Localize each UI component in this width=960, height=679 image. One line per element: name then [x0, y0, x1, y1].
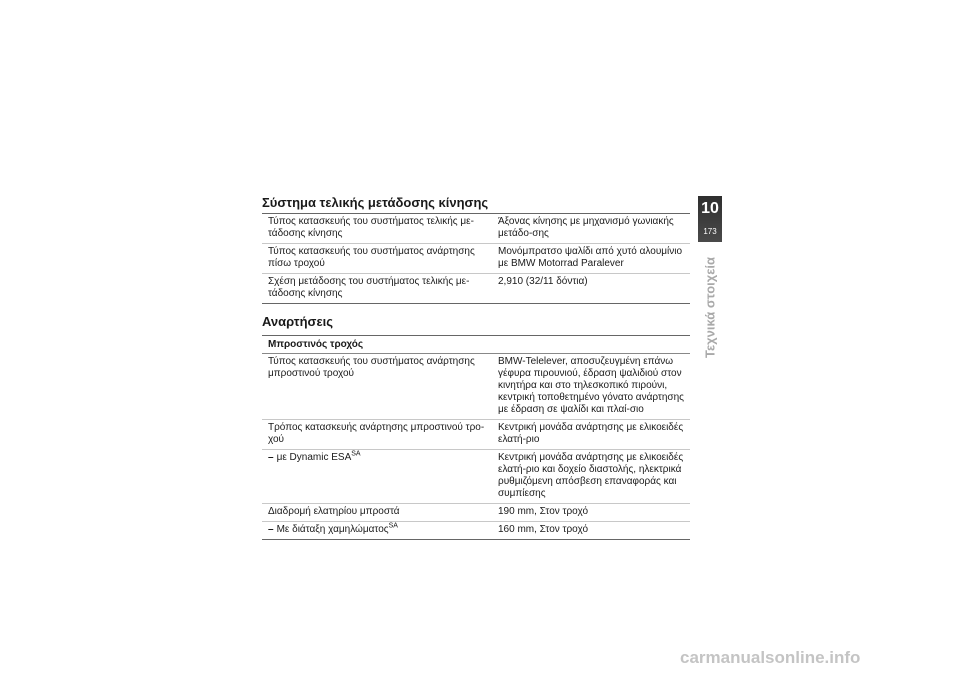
- row-label-text: Με διάταξη χαμηλώματος: [276, 524, 389, 535]
- chapter-number: 10: [701, 200, 719, 217]
- row-label: Τύπος κατασκευής του συστήματος τελικής με-τάδοσης κίνησης: [268, 216, 474, 239]
- row-label: Σχέση μετάδοσης του συστήματος τελικής με-τάδοσης κίνησης: [268, 276, 470, 299]
- row-label: [262, 354, 492, 420]
- chapter-title: Τεχνικά στοιχεία: [702, 256, 718, 359]
- final-drive-table: [262, 213, 690, 304]
- row-label: [262, 450, 492, 504]
- table-row: [262, 420, 690, 450]
- row-value: 190 mm, Στον τροχό: [498, 506, 589, 517]
- section-title-final-drive: Σύστημα τελικής μετάδοσης κίνησης: [262, 195, 489, 210]
- page-content: [262, 195, 690, 540]
- row-label: [262, 504, 492, 522]
- dash-bullet: –: [268, 524, 274, 535]
- table-row: [262, 450, 690, 504]
- row-label-text: Τρόπος κατασκευής ανάρτησης μπροστινού τρο-χού: [268, 422, 485, 445]
- watermark: carmanualsonline.info: [680, 648, 861, 667]
- row-value: Κεντρική μονάδα ανάρτησης με ελικοειδές ελατή-ριο: [498, 422, 684, 445]
- chapter-side-label: [697, 252, 723, 372]
- table-row: [262, 214, 690, 244]
- suspension-table: [262, 335, 690, 540]
- row-value: BMW-Telelever, αποσυζευγμένη επάνω γέφυρα πιρουνιού, έδραση ψαλιδιού στον κινητήρα και στο τηλεσκοπικό πιρούνι, κεντρική τοποθετημένο γόνατο ανάρτησης με έδραση σε ψαλίδι και πλαί-σιο: [498, 356, 684, 415]
- table-row: [262, 244, 690, 274]
- table-row: [262, 522, 690, 540]
- chapter-tab: [698, 196, 722, 242]
- row-label: [262, 522, 492, 540]
- row-value: 160 mm, Στον τροχό: [498, 524, 589, 535]
- row-label-text: Διαδρομή ελατηρίου μπροστά: [268, 506, 400, 517]
- sa-marker: SA: [351, 450, 361, 458]
- row-value: Μονόμπρατσο ψαλίδι από χυτό αλουμίνιο με BMW Motorrad Paralever: [498, 246, 683, 269]
- row-value: 2,910 (32/11 δόντια): [498, 276, 588, 287]
- sa-marker: SA: [388, 522, 398, 530]
- row-label-text: με Dynamic ESA: [276, 452, 352, 463]
- suspension-section: [262, 314, 690, 540]
- subheading-front-wheel: Μπροστινός τροχός: [268, 339, 364, 350]
- section-title-suspension: Αναρτήσεις: [262, 314, 333, 329]
- page-number: 173: [703, 227, 717, 236]
- table-row: [262, 354, 690, 420]
- table-row: [262, 274, 690, 304]
- row-label-text: Τύπος κατασκευής του συστήματος ανάρτησης μπροστινού τροχού: [268, 356, 475, 379]
- row-value: Κεντρική μονάδα ανάρτησης με ελικοειδές ελατή-ριο και δοχείο διαστολής, ηλεκτρικά ρυθμιζόμενη απόσβεση επαναφοράς και συμπίεσης: [498, 452, 684, 499]
- row-label: Τύπος κατασκευής του συστήματος ανάρτησης πίσω τροχού: [268, 246, 475, 269]
- table-subheading-row: [262, 336, 690, 354]
- table-row: [262, 504, 690, 522]
- row-label: [262, 420, 492, 450]
- row-value: Άξονας κίνησης με μηχανισμό γωνιακής μετάδο-σης: [498, 216, 674, 239]
- dash-bullet: –: [268, 452, 274, 463]
